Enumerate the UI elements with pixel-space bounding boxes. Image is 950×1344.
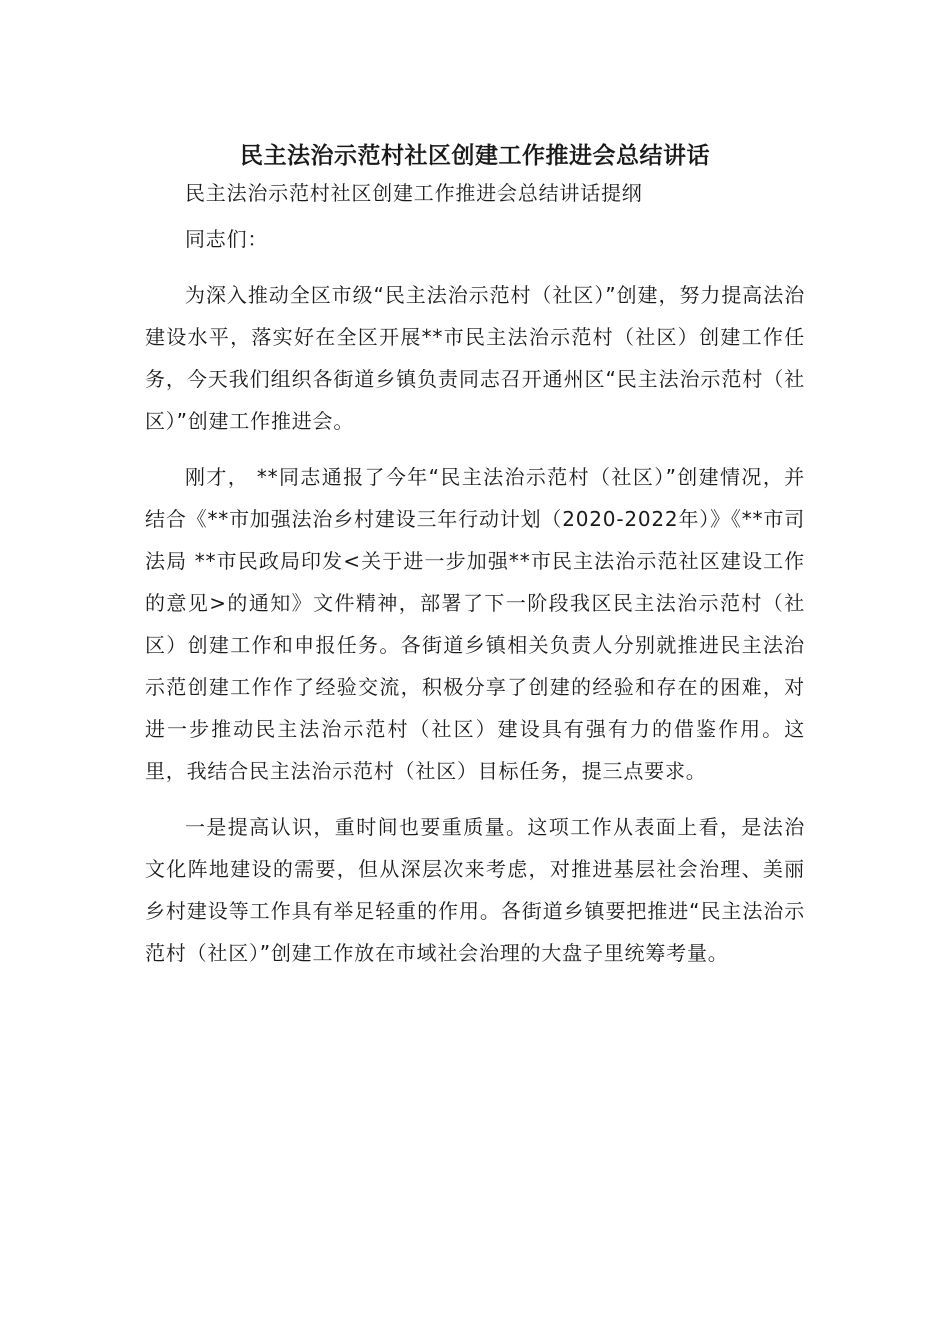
document-title: 民主法治示范村社区创建工作推进会总结讲话	[240, 143, 710, 169]
document-body	[145, 164, 805, 974]
body-paragraph: 为深入推动全区市级“民主法治示范村（社区）”创建，努力提高法治建设水平，落实好在全区开展**市民主法治示范村（社区）创建工作任务，今天我们组织各街道乡镇负责同志召开通州区“民主法治示范村（社区）”创建工作推进会。	[145, 283, 805, 433]
greeting-paragraph: 同志们：	[185, 227, 269, 251]
body-paragraph: 刚才， **同志通报了今年“民主法治示范村（社区）”创建情况，并结合《**市加强法治乡村建设三年行动计划（2020-2022年）》《**市司法局 **市民政局印发<关于进一步加强**市民主法治示范社区建设工作的意见>的通知》文件精神，部署了下一阶段我区民主法治示范村（社区）创建工作和申报任务。各街道乡镇相关负责人分别就推进民主法治示范创建工作作了经验交流，积极分享了创建的经验和存在的困难，对进一步推动民主法治示范村（社区）建设具有强有力的借鉴作用。这里，我结合民主法治示范村（社区）目标任务，提三点要求。	[145, 465, 805, 783]
subtitle-paragraph: 民主法治示范村社区创建工作推进会总结讲话提纲	[185, 181, 643, 205]
body-paragraph: 一是提高认识，重时间也要重质量。这项工作从表面上看，是法治文化阵地建设的需要，但从深层次来考虑，对推进基层社会治理、美丽乡村建设等工作具有举足轻重的作用。各街道乡镇要把推进“民主法治示范村（社区）”创建工作放在市域社会治理的大盘子里统筹考量。	[145, 815, 805, 965]
